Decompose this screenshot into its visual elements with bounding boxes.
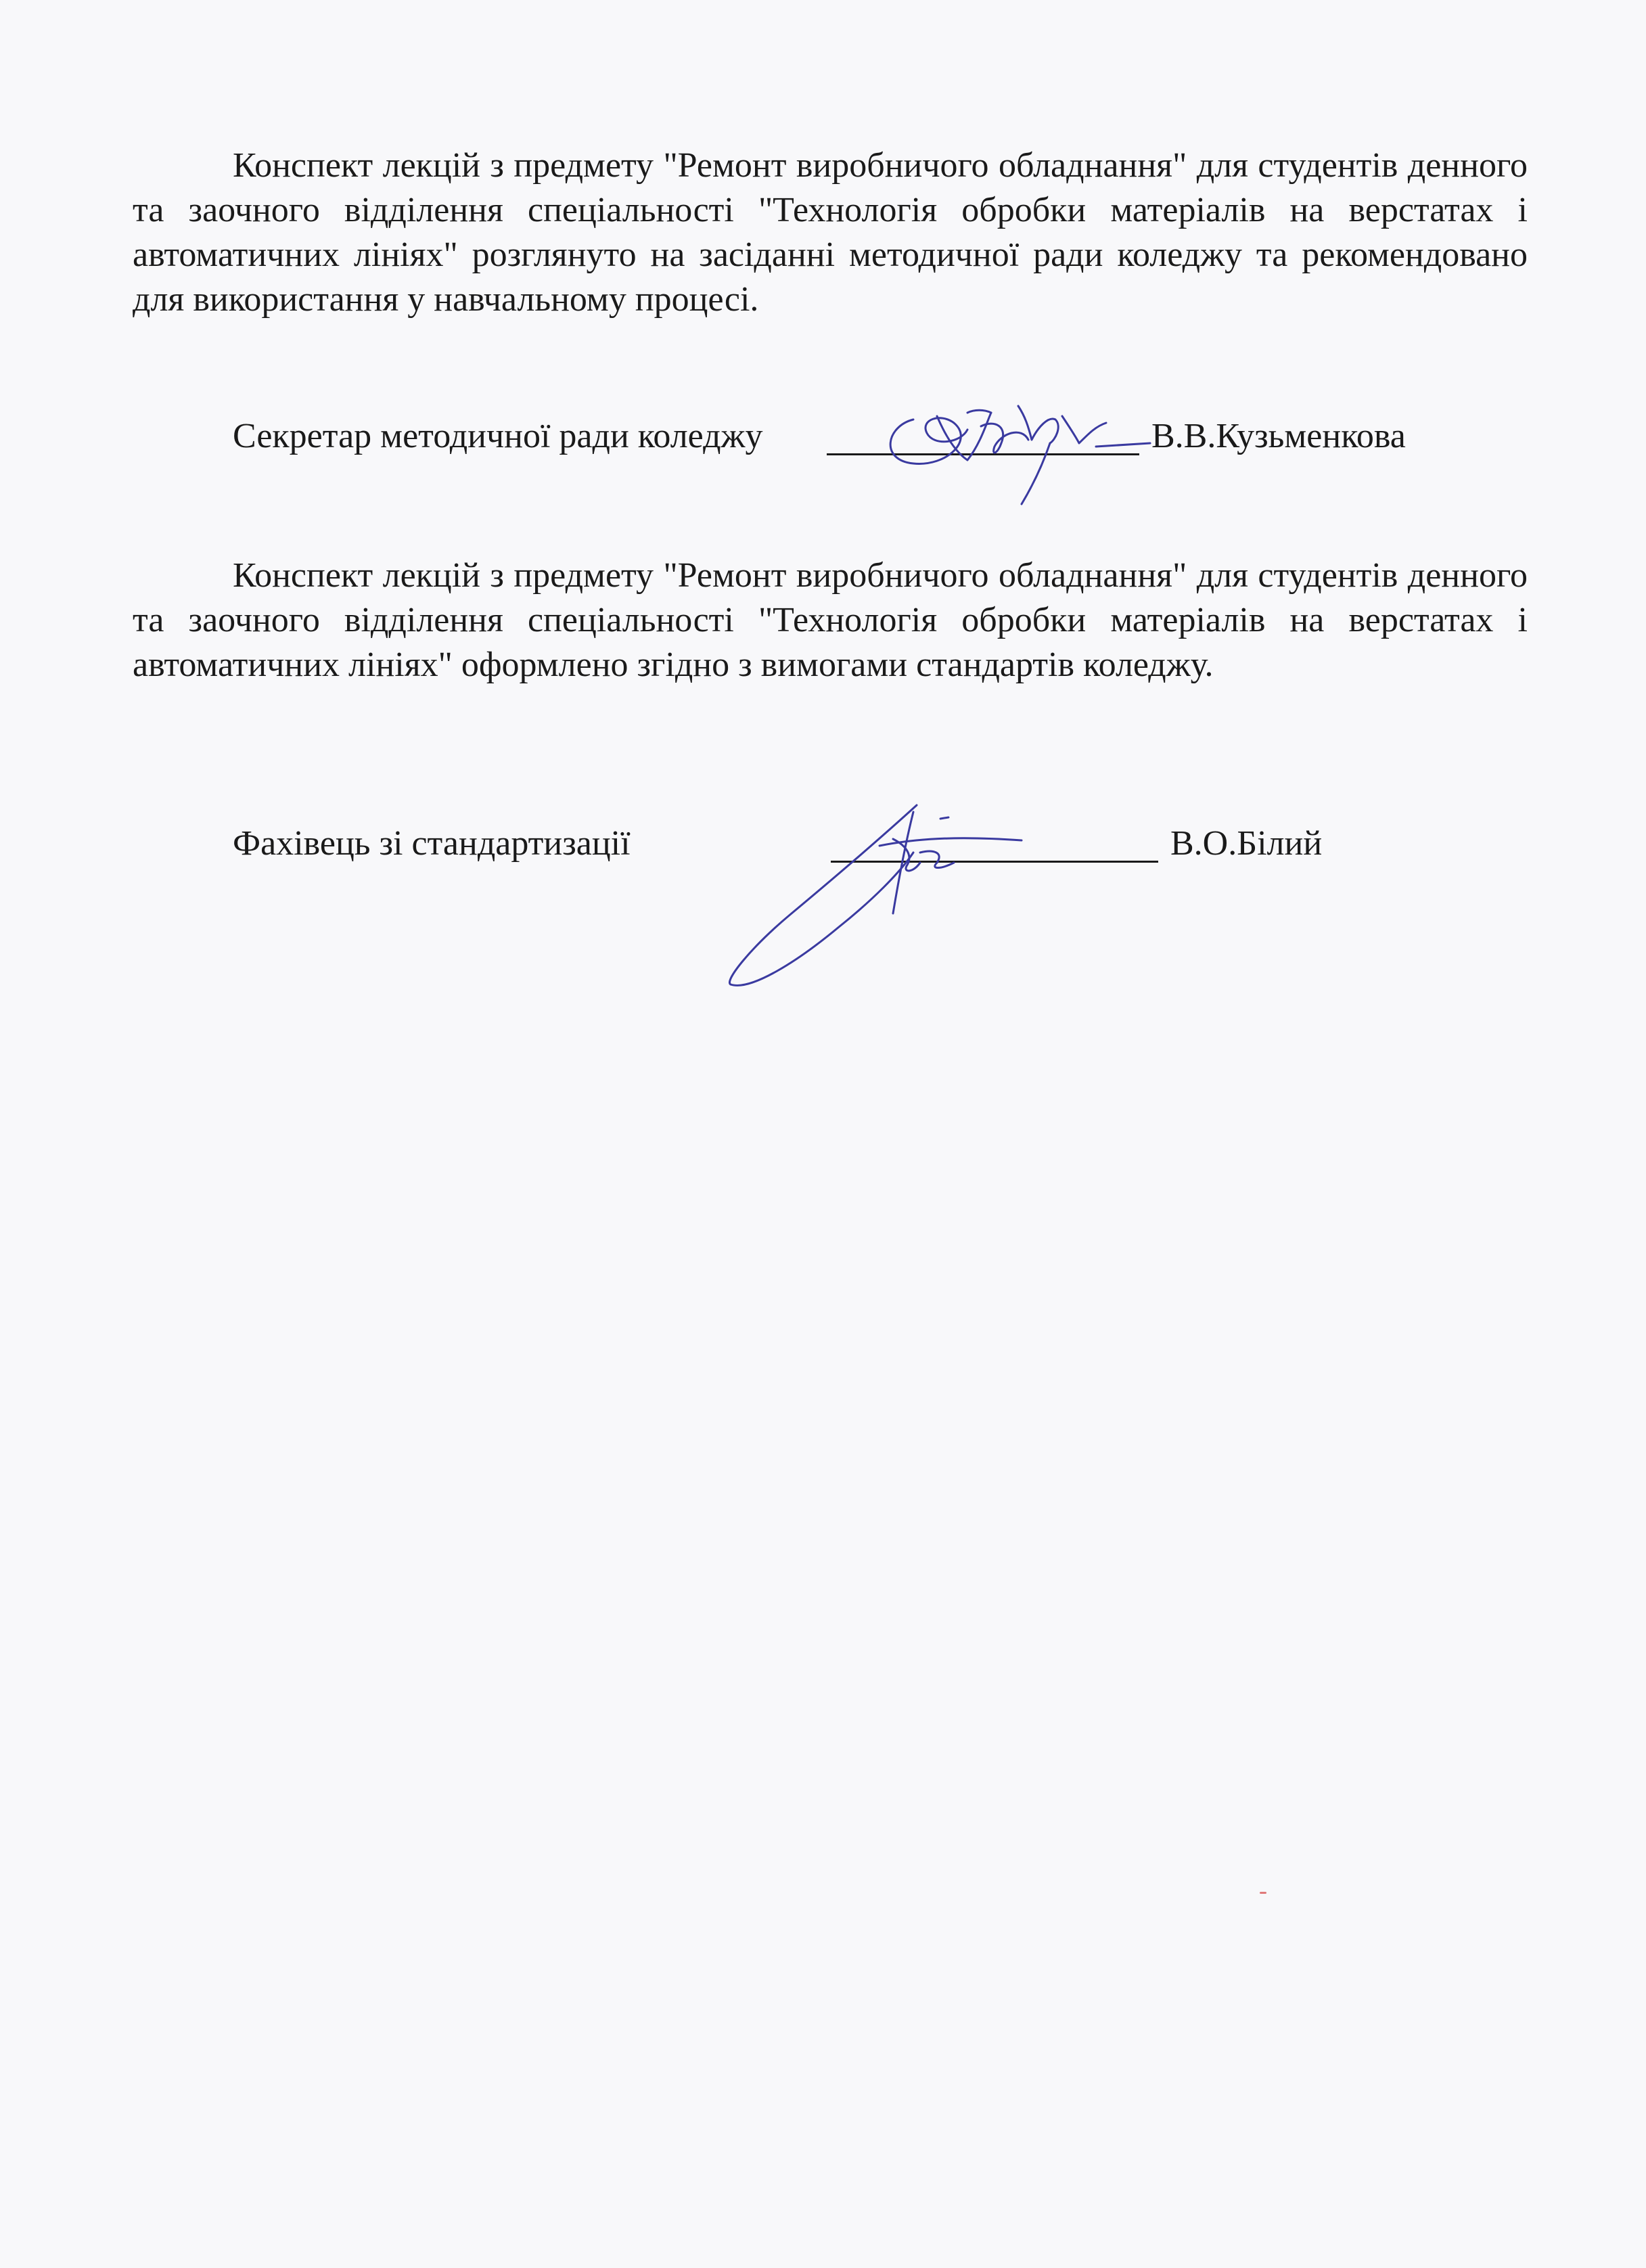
standardization-signature	[710, 798, 1035, 1001]
secretary-label: Секретар методичної ради коледжу	[233, 417, 763, 455]
standardization-label: Фахівець зі стандартизації	[233, 824, 631, 863]
secretary-signature	[873, 379, 1157, 514]
secretary-signature-line	[827, 453, 1139, 455]
paragraph-review-statement: Конспект лекцій з предмету "Ремонт виробничого обладнання" для студентів денного та заочного відділення спеціальності "Технологія обробки матеріалів на верстатах і автоматичних лініях" розглянуто на засіданні методичної ради коледжу та рекомендовано для використання у навчальному процесі.	[133, 146, 1528, 319]
paper-speck	[1260, 1892, 1266, 1894]
standardization-signature-line	[831, 861, 1158, 863]
paragraph-format-statement: Конспект лекцій з предмету "Ремонт виробничого обладнання" для студентів денного та заочного відділення спеціальності "Технологія обробки матеріалів на верстатах і автоматичних лініях" оформлено згідно з вимогами стандартів коледжу.	[133, 556, 1528, 684]
standardization-name: В.О.Білий	[1170, 824, 1323, 863]
secretary-name: В.В.Кузьменкова	[1151, 417, 1406, 455]
